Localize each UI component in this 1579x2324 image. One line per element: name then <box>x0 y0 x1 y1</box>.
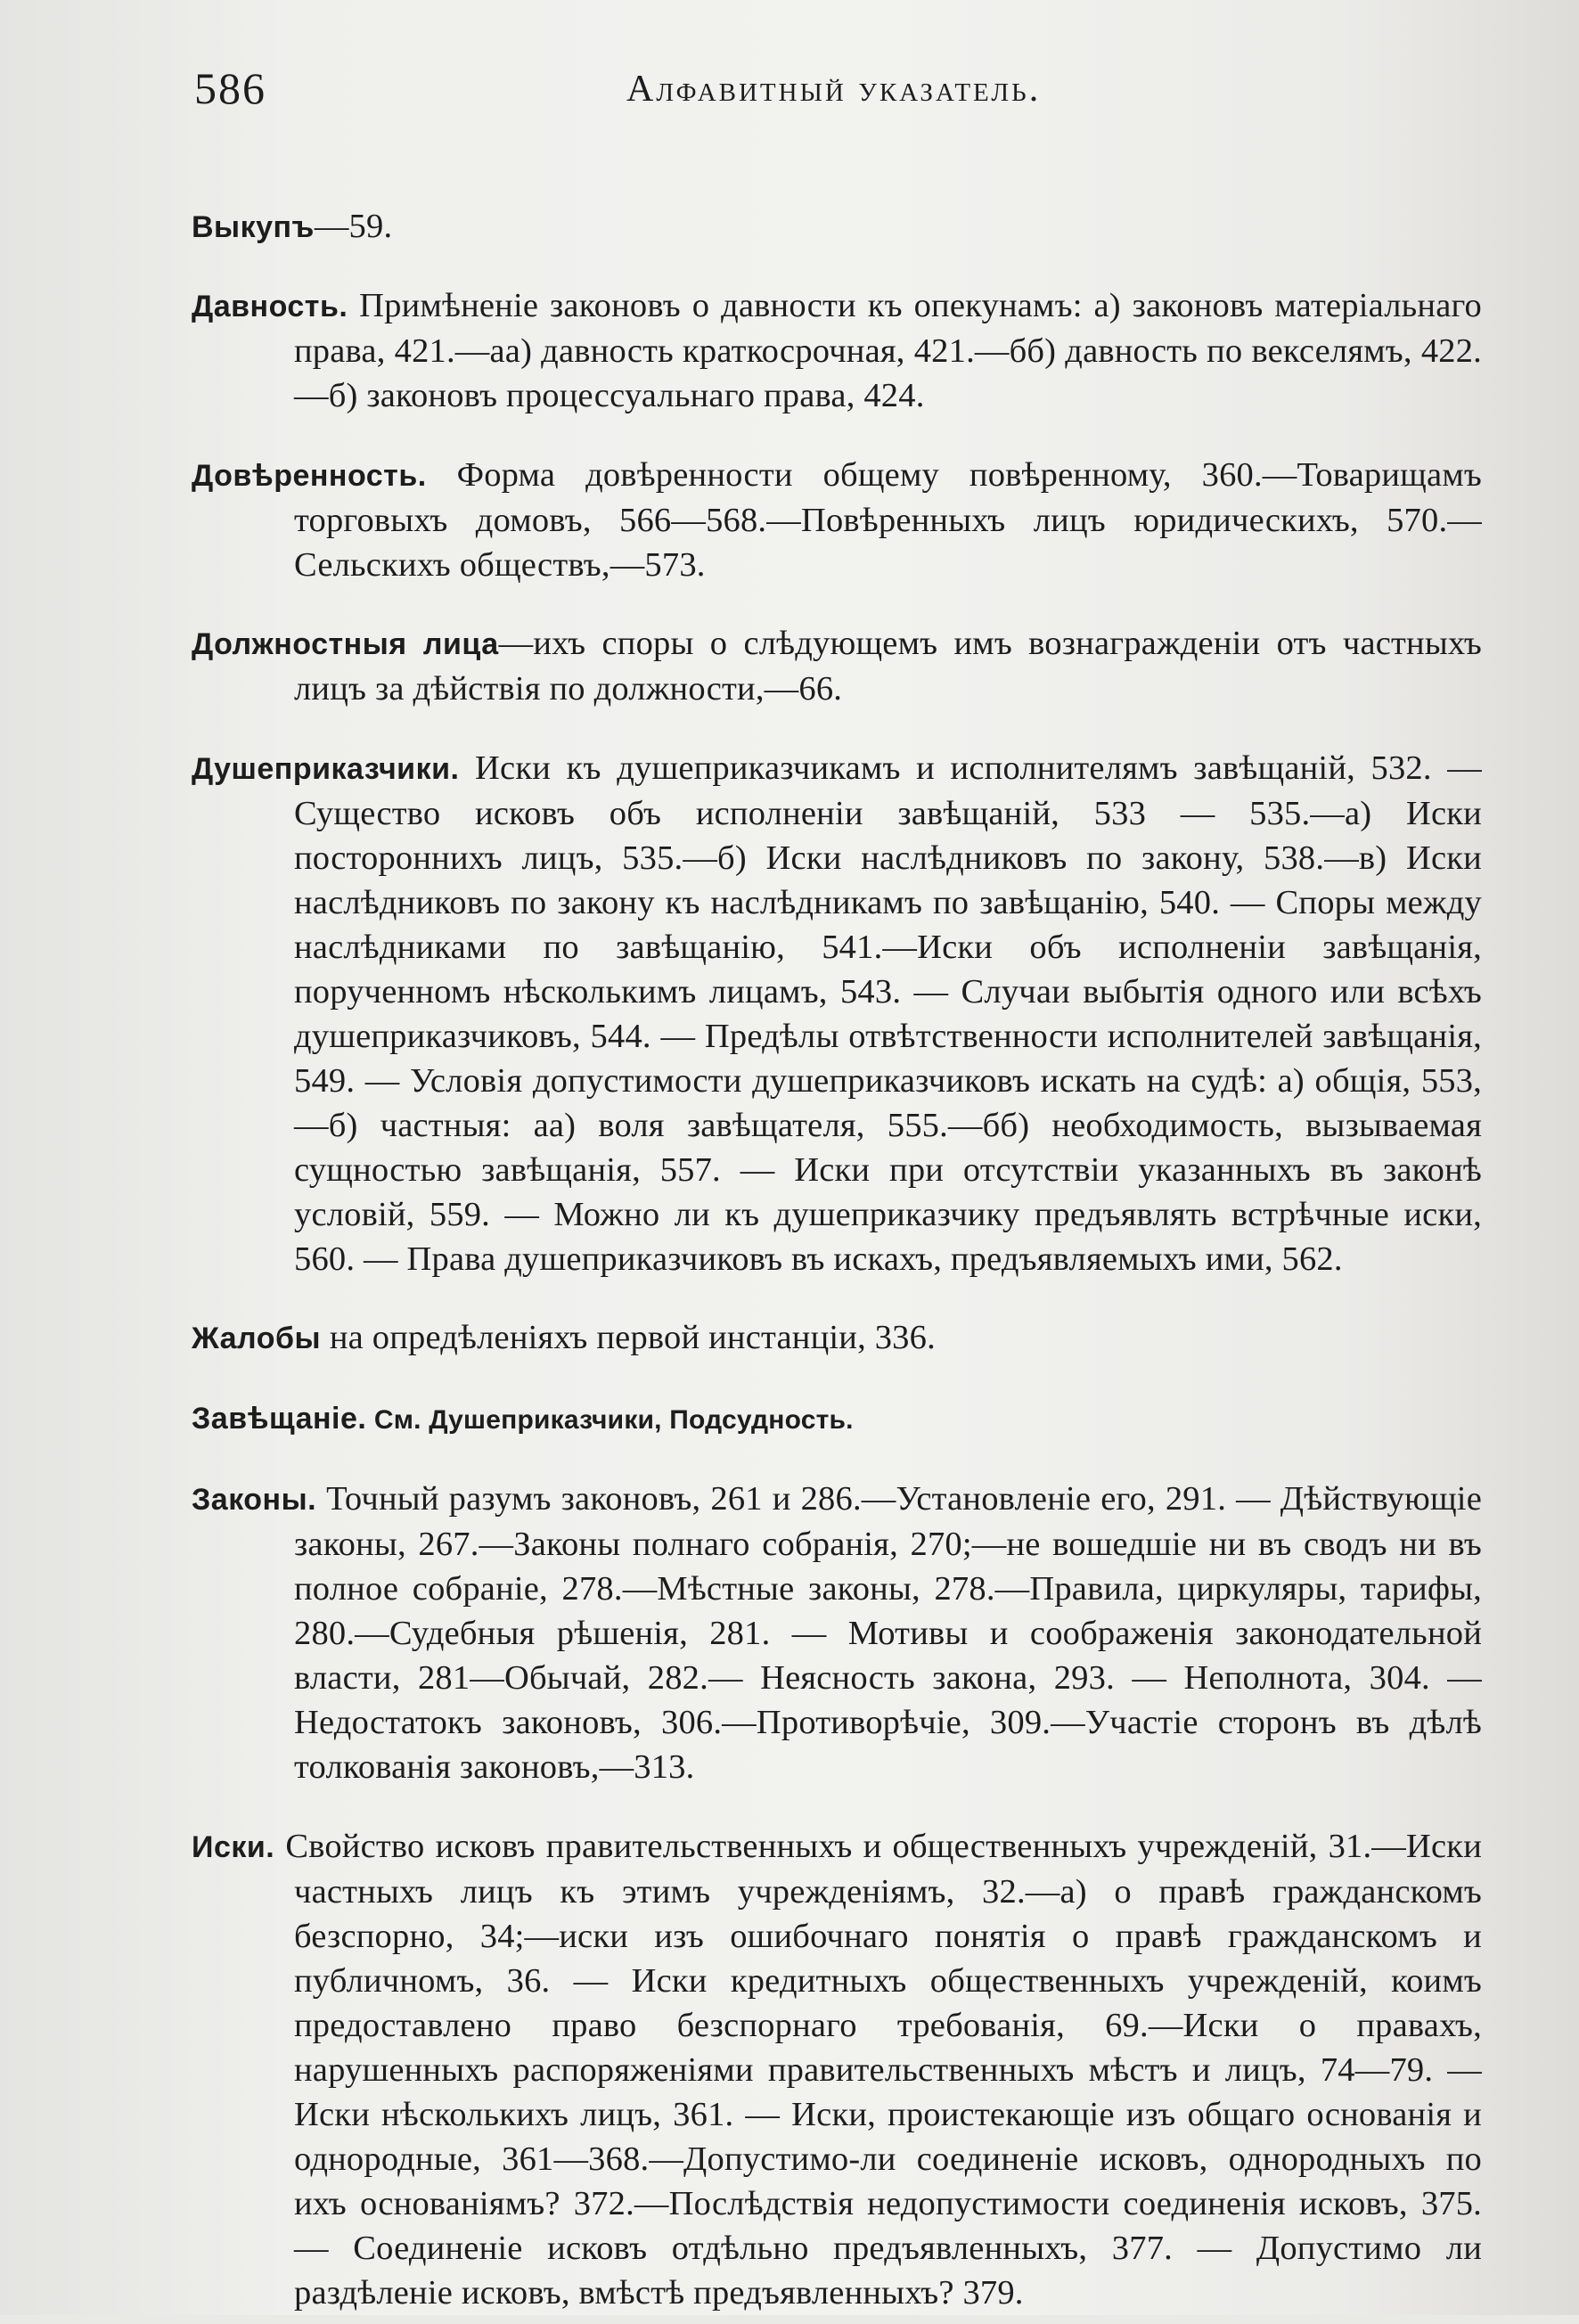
entry-headword: Законы. <box>192 1483 317 1517</box>
index-entry-iski <box>192 1824 1482 2315</box>
alphabetical-index <box>192 169 1482 2324</box>
entry-text: —ихъ споры о слѣдующемъ имъ вознагражденіи отъ частныхъ лицъ за дѣйствія по должности,—66. <box>294 625 1483 708</box>
entry-text: Свойство исковъ правительственныхъ и общественныхъ учрежденій, 31.—Иски частныхъ лицъ къ этимъ учрежденіямъ, 32.—а) о правѣ гражданскомъ безспорно, 34;—иски изъ ошибочнаго понятія о правѣ гражданскомъ и публичномъ, 36. — Иски кредитныхъ общественныхъ учрежденій, коимъ предоставлено право безспорнаго требованія, 69.—Иски о правахъ, нарушенныхъ распоряженіями правительственныхъ мѣстъ и лицъ, 74—79. — Иски нѣсколькихъ лицъ, 361. — Иски, проистекающіе изъ общаго основанія и однородные, 361—368.—Допустимо-ли соединеніе исковъ, однородныхъ по ихъ основаніямъ? 372.—Послѣдствія недопустимости соединенія исковъ, 375. — Соединеніе исковъ отдѣльно предъявленныхъ, 377. — Допустимо ли раздѣленіе исковъ, вмѣстѣ предъявленныхъ? 379. <box>274 1827 1482 2312</box>
index-entry-dolzhnostnyya-litsa <box>192 621 1482 711</box>
entry-text: Форма довѣренности общему повѣренному, 360.—Товарищамъ торговыхъ домовъ, 566—568.—Повѣренныхъ лицъ юридическихъ, 570.—Сельскихъ обществъ,—573. <box>294 455 1482 584</box>
entry-headword: Жалобы <box>192 1322 322 1355</box>
entry-headword: Выкупъ <box>192 209 315 244</box>
entry-headword: Довѣренность. <box>192 458 427 493</box>
index-entry-vykup <box>192 204 1482 250</box>
entry-headword: Должностныя лица <box>192 627 499 661</box>
entry-headword: Иски. <box>192 1829 275 1864</box>
entry-text: —59. <box>314 207 393 245</box>
entry-headword: Давность. <box>192 290 348 323</box>
index-entry-zaveshchanie <box>192 1395 1482 1443</box>
entry-text: Примѣненіе законовъ о давности къ опекунамъ: а) законовъ матеріальнаго права, 421.—аа) давность краткосрочная, 421.—бб) давность по векселямъ, 422.—б) законовъ процессуальнаго права, 424. <box>294 287 1482 414</box>
index-entry-doverennost <box>192 453 1482 587</box>
entry-text: на опредѣленіяхъ первой инстанціи, 336. <box>321 1319 936 1356</box>
page-header <box>194 62 1477 125</box>
page-number: 586 <box>194 63 266 113</box>
entry-text: См. Душеприказчики, Подсудность. <box>366 1404 854 1435</box>
index-entry-zakony <box>192 1477 1482 1789</box>
entry-text: Точный разумъ законовъ, 261 и 286.—Установленіе его, 291. — Дѣйствующіе законы, 267.—Законы полнаго собранія, 270;—не вошедшіе ни въ сводъ ни въ полное собраніе, 278.—Мѣстные законы, 278.—Правила, циркуляры, тарифы, 280.—Судебныя рѣшенія, 281. — Мотивы и соображенія законодательной власти, 281—Обычай, 282.— Неясность закона, 293. — Неполнота, 304. — Недостатокъ законовъ, 306.—Противорѣчіе, 309.—Участіе сторонъ въ дѣлѣ толкованія законовъ,—313. <box>294 1480 1482 1786</box>
index-entry-zhaloby <box>192 1315 1482 1361</box>
index-entry-dusheprikazchiki <box>192 746 1482 1281</box>
entry-text: Иски къ душеприказчикамъ и исполнителямъ завѣщаній, 532. — Существо исковъ объ исполненіи завѣщаній, 533 — 535.—а) Иски постороннихъ лицъ, 535.—б) Иски наслѣдниковъ по закону, 538.—в) Иски наслѣдниковъ по закону къ наслѣдникамъ по завѣщанію, 540. — Споры между наслѣдниками по завѣщанію, 541.—Иски объ исполненіи завѣщанія, порученномъ нѣсколькимъ лицамъ, 543. — Случаи выбытія одного или всѣхъ душеприказчиковъ, 544. — Предѣлы отвѣтственности исполнителей завѣщанія, 549. — Условія допустимости душеприказчиковъ искать на судѣ: а) общія, 553,—б) частныя: аа) воля завѣщателя, 555.—бб) необходимость, вызываемая сущностью завѣщанія, 557. — Иски при отсутствіи указанныхъ въ законѣ условій, 559. — Можно ли къ душеприказчику предъявлять встрѣчные иски, 560. — Права душеприказчиковъ въ искахъ, предъявляемыхъ ими, 562. <box>294 749 1482 1278</box>
index-entry-davnost <box>192 283 1482 418</box>
entry-headword: Завѣщаніе. <box>192 1401 367 1436</box>
running-title: Алфавитный указатель. <box>626 69 1042 110</box>
entry-headword: Душеприказчики. <box>192 751 460 786</box>
